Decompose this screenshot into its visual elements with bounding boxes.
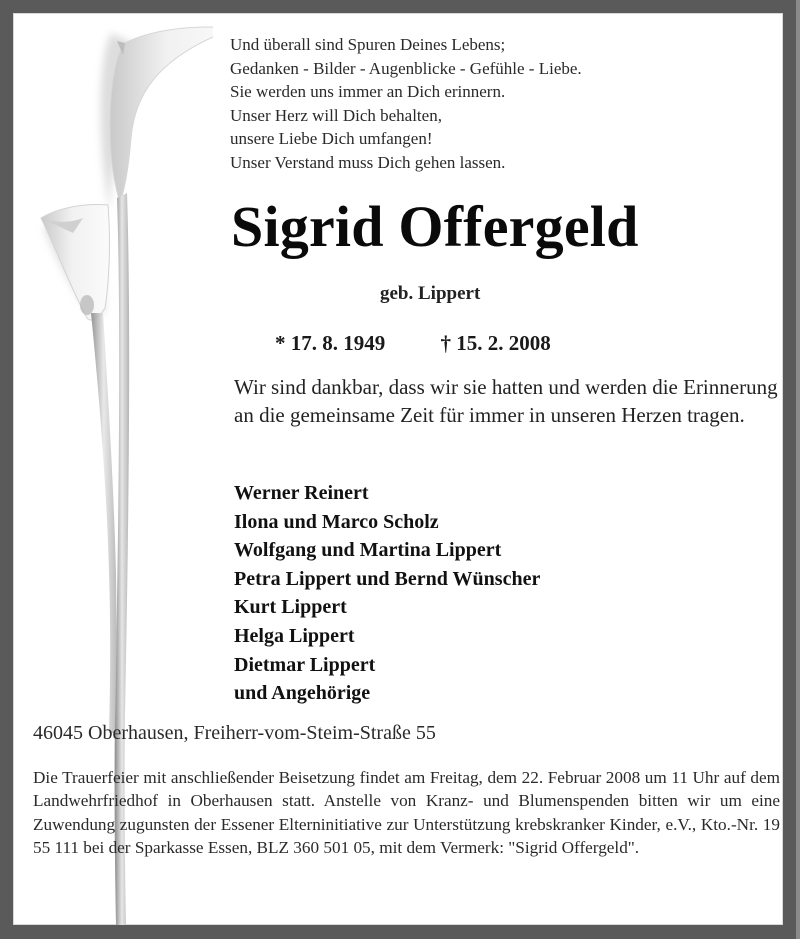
poem-line: unsere Liebe Dich umfangen!	[230, 129, 433, 149]
address: 46045 Oberhausen, Freiherr-vom-Steim-Straße 55	[33, 722, 436, 744]
mourner: Ilona und Marco Scholz	[234, 510, 439, 533]
birth-date: * 17. 8. 1949	[275, 331, 386, 355]
mourners-list	[234, 479, 540, 708]
funeral-notice: Die Trauerfeier mit anschließender Beisetzung findet am Freitag, dem 22. Februar 2008 um 11 Uhr auf dem Landwehrfriedhof in Oberhausen statt. Anstelle von Kranz- und Blumenspenden bitten wir um eine Zuwendung zugunsten der Essener Elterninitiative zur Unterstützung krebskranker Kinder, e.V., Kto.-Nr. 19 55 111 bei der Sparkasse Essen, BLZ 360 501 05, mit dem Vermerk: "Sigrid Offergeld".	[33, 768, 780, 858]
mourner: Wolfgang und Martina Lippert	[234, 539, 502, 562]
poem-line: Und überall sind Spuren Deines Lebens;	[230, 35, 506, 54]
poem-line: Unser Herz will Dich behalten,	[230, 105, 442, 125]
obituary-notice	[13, 13, 783, 925]
mourner: Petra Lippert und Bernd Wünscher	[234, 567, 541, 590]
deceased-name: Sigrid Offergeld	[231, 194, 639, 259]
mourner: Helga Lippert	[234, 624, 355, 647]
maiden-name: geb. Lippert	[380, 283, 481, 304]
poem-line: Gedanken - Bilder - Augenblicke - Gefühle - Liebe.	[230, 58, 582, 78]
poem-line: Unser Verstand muss Dich gehen lassen.	[230, 152, 506, 172]
thanks-text: Wir sind dankbar, dass wir sie hatten und werden die Erinnerung an die gemeinsame Zeit für immer in unseren Herzen tragen.	[234, 375, 778, 427]
poem-line: Sie werden uns immer an Dich erinnern.	[230, 82, 506, 102]
mourner: Werner Reinert	[234, 482, 369, 504]
mourner: Kurt Lippert	[234, 596, 347, 619]
death-date: † 15. 2. 2008	[440, 331, 551, 355]
frame-edge	[796, 0, 800, 939]
life-dates	[275, 331, 551, 356]
poem	[230, 33, 582, 175]
mourner: Dietmar Lippert	[234, 653, 376, 676]
mourner: und Angehörige	[234, 682, 371, 705]
